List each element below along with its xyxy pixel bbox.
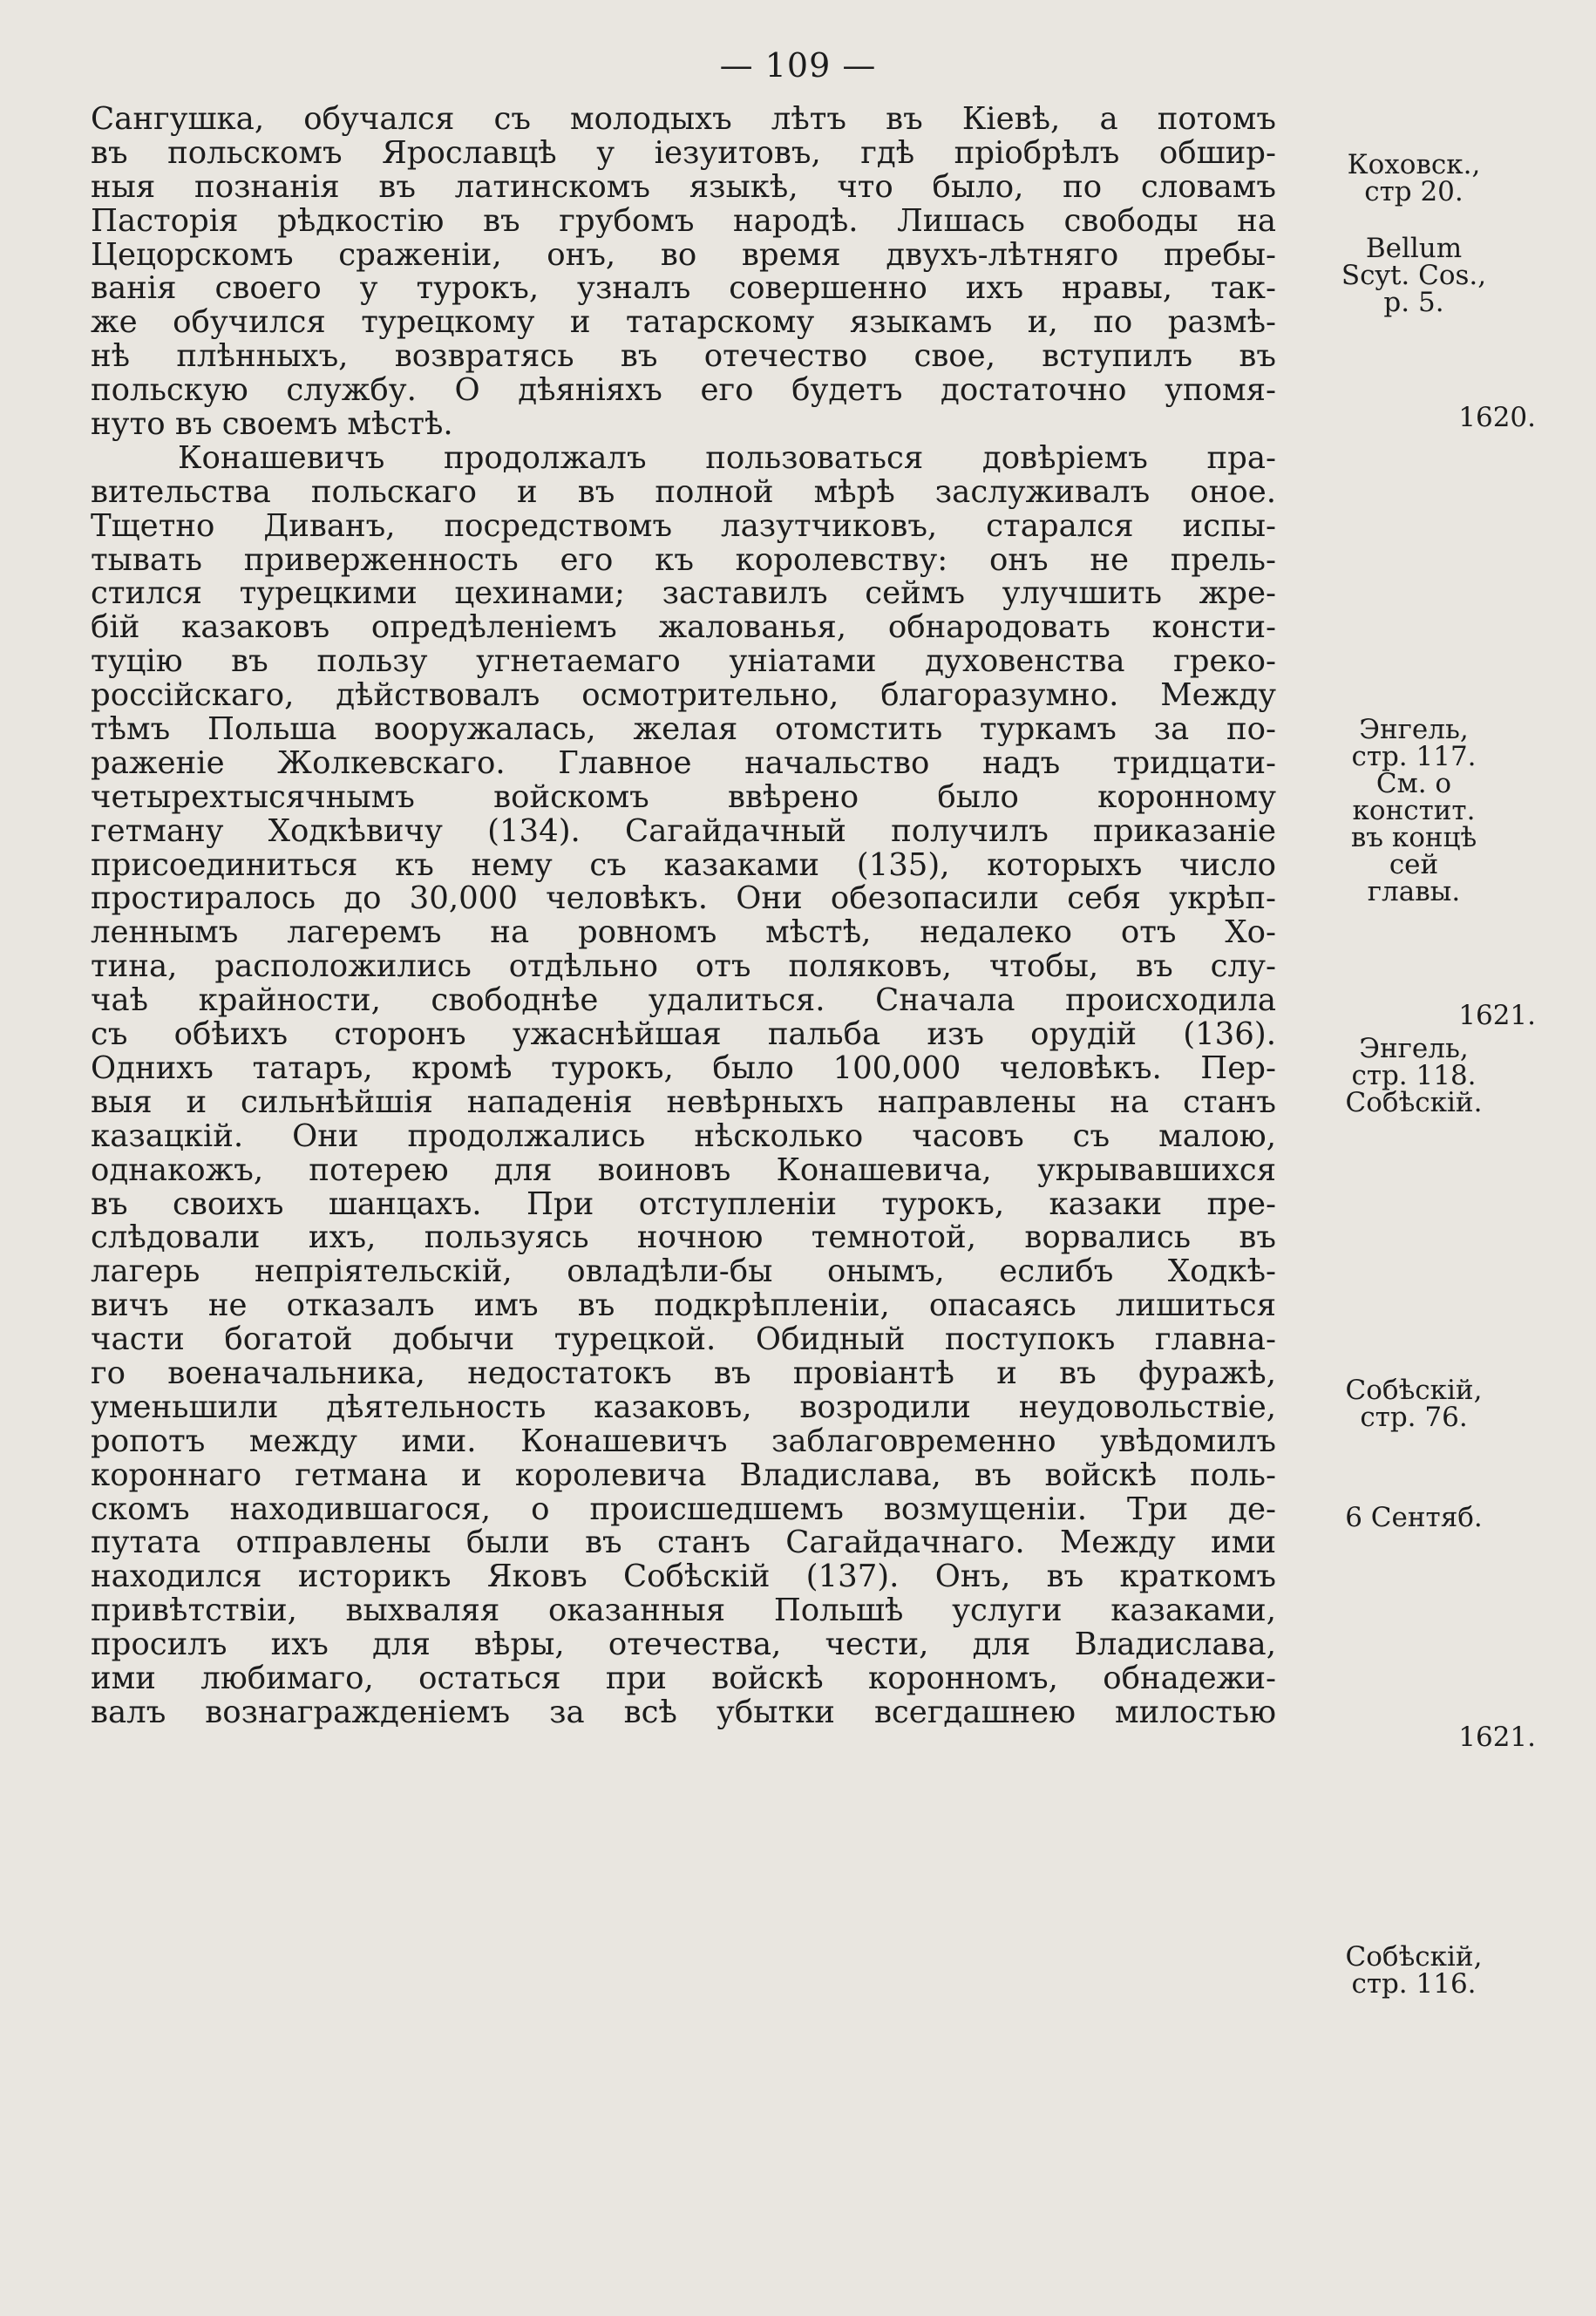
text-line: скомъ находившагося, о происшедшемъ возмущеніи. Три де- (91, 1492, 1276, 1527)
margin-note-line: Энгель, (1359, 1033, 1469, 1064)
margin-note-line: стр 20. (1364, 176, 1464, 207)
margin-note (1283, 714, 1545, 907)
text-line: ванія своего у турокъ, узналъ совершенно ихъ нравы, так- (91, 272, 1276, 307)
margin-note-line: См. о (1375, 768, 1452, 799)
margin-note-line: въ концѣ (1350, 822, 1477, 853)
margin-note-line: сей (1389, 849, 1439, 880)
margin-note-line: стр. 116. (1351, 1968, 1477, 2000)
margin-note (1283, 1002, 1536, 1029)
text-line: четырехтысячнымъ войскомъ ввѣрено было коронному (91, 780, 1276, 815)
text-line: тина, расположились отдѣльно отъ поляковъ, чтобы, въ слу- (91, 950, 1276, 985)
text-line: Однихъ татаръ, кромѣ турокъ, было 100,000 человѣкъ. Пер- (91, 1051, 1276, 1086)
text-line: выя и сильнѣйшія нападенія невѣрныхъ направлены на станъ (91, 1085, 1276, 1120)
text-line: вительства польскаго и въ полной мѣрѣ заслуживалъ оное. (91, 475, 1276, 510)
margin-note-line: Собѣскій, (1345, 1375, 1483, 1406)
text-line: леннымъ лагеремъ на ровномъ мѣстѣ, недалеко отъ Хо- (91, 916, 1276, 951)
margin-note-line: Scyt. Cos., (1341, 260, 1487, 291)
text-line: въ своихъ шанцахъ. При отступленіи турокъ, казаки пре- (91, 1187, 1276, 1222)
margin-note-line: 6 Сентяб. (1345, 1502, 1483, 1533)
margin-note-line: констит. (1352, 795, 1476, 826)
text-line: польскую службу. О дѣяніяхъ его будетъ достаточно упомя- (91, 374, 1276, 409)
text-line: Сангушка, обучался съ молодыхъ лѣтъ въ Кіевѣ, а потомъ (91, 103, 1276, 137)
text-line: Цецорскомъ сраженіи, онъ, во время двухъ-лѣтняго пребы- (91, 238, 1276, 273)
text-line: слѣдовали ихъ, пользуясь ночною темнотой, ворвались въ (91, 1221, 1276, 1256)
text-line: чаѣ крайности, свободнѣе удалиться. Сначала происходила (91, 984, 1276, 1019)
margin-note-line: 1620. (1458, 402, 1536, 433)
margin-note-line: стр. 76. (1360, 1402, 1468, 1433)
text-line: туцію въ пользу угнетаемаго уніатами духовенства греко- (91, 645, 1276, 680)
margin-note-line: 1621. (1458, 1722, 1536, 1753)
text-line: тывать приверженность его къ королевству: онъ не прель- (91, 543, 1276, 578)
text-line: гетману Ходкѣвичу (134). Сагайдачный получилъ приказаніе (91, 814, 1276, 849)
margin-note-line: стр. 118. (1351, 1060, 1477, 1091)
text-line: ныя познанія въ латинскомъ языкѣ, что было, по словамъ (91, 170, 1276, 205)
text-line: лагерь непріятельскій, овладѣли-бы онымъ, еслибъ Ходкѣ- (91, 1255, 1276, 1290)
main-text (91, 103, 1276, 1730)
margin-note (1283, 404, 1536, 431)
page-number: — 109 — (719, 46, 877, 85)
text-line: присоединиться къ нему съ казаками (135), которыхъ число (91, 848, 1276, 883)
text-line: короннаго гетмана и королевича Владислава, въ войскѣ поль- (91, 1458, 1276, 1493)
text-line: же обучился турецкому и татарскому языкамъ и, по размѣ- (91, 306, 1276, 341)
text-line: путата отправлены были въ станъ Сагайдачнаго. Между ими (91, 1526, 1276, 1561)
margin-note (1283, 1377, 1545, 1431)
text-line: нѣ плѣнныхъ, возвратясь въ отечество свое, вступилъ въ (91, 340, 1276, 375)
text-line: съ обѣихъ сторонъ ужаснѣйшая пальба изъ орудій (136). (91, 1018, 1276, 1052)
margin-note-line: 1621. (1458, 1000, 1536, 1031)
margin-note-line: Собѣскій. (1345, 1087, 1483, 1118)
margin-note (1283, 1724, 1536, 1751)
margin-note (1283, 1504, 1545, 1532)
text-line: валъ вознагражденіемъ за всѣ убытки всегдашнею милостью (91, 1695, 1276, 1730)
margin-note-line: Собѣскій, (1345, 1941, 1483, 1973)
margin-note (1283, 235, 1545, 316)
margin-note (1283, 149, 1545, 207)
margin-note (1283, 1033, 1545, 1118)
text-line: ропотъ между ими. Конашевичъ заблаговременно увѣдомилъ (91, 1424, 1276, 1459)
text-line: находился историкъ Яковъ Собѣскій (137). Онъ, въ краткомъ (91, 1560, 1276, 1595)
text-line: россійскаго, дѣйствовалъ осмотрительно, благоразумно. Между (91, 679, 1276, 714)
text-line: стился турецкими цехинами; заставилъ сеймъ улучшить жре- (91, 577, 1276, 612)
margin-note-line: p. 5. (1383, 287, 1444, 318)
margin-note-line: Энгель, (1359, 714, 1469, 745)
text-line: казацкій. Они продолжались нѣсколько часовъ съ малою, (91, 1119, 1276, 1154)
text-line: части богатой добычи турецкой. Обидный поступокъ главна- (91, 1323, 1276, 1357)
text-line: привѣтствіи, выхваляя оказанныя Польшѣ услуги казаками, (91, 1594, 1276, 1629)
text-line: бій казаковъ опредѣленіемъ жалованья, обнародовать консти- (91, 611, 1276, 646)
text-line: нуто въ своемъ мѣстѣ. (91, 408, 453, 442)
margin-note-line: Коховск., (1347, 149, 1481, 180)
text-line: раженіе Жолкевскаго. Главное начальство надъ тридцати- (91, 746, 1276, 781)
text-line: Пасторія рѣдкостію въ грубомъ народѣ. Лишась свободы на (91, 204, 1276, 239)
margin-note-line: главы. (1367, 876, 1461, 907)
text-line: уменьшили дѣятельность казаковъ, возродили неудовольствіе, (91, 1390, 1276, 1425)
margin-note-line: Bellum (1365, 233, 1463, 264)
text-line: въ польскомъ Ярославцѣ у іезуитовъ, гдѣ пріобрѣлъ обшир- (91, 136, 1276, 171)
margin-note-line: стр. 117. (1351, 741, 1477, 772)
margin-note (1283, 1941, 1545, 2000)
text-line: однакожъ, потерею для воиновъ Конашевича, укрывавшихся (91, 1153, 1276, 1188)
text-line: просилъ ихъ для вѣры, отечества, чести, для Владислава, (91, 1628, 1276, 1662)
text-line: вичъ не отказалъ имъ въ подкрѣпленіи, опасаясь лишиться (91, 1289, 1276, 1324)
text-line: ими любимаго, остаться при войскѣ коронномъ, обнадежи- (91, 1661, 1276, 1696)
text-line: тѣмъ Польша вооружалась, желая отомстить туркамъ за по- (91, 713, 1276, 747)
text-line: го военачальника, недостатокъ въ провіантѣ и въ фуражѣ, (91, 1356, 1276, 1391)
paragraph-first-line: Конашевичъ продолжалъ пользоваться довѣріемъ пра- (178, 441, 1276, 476)
text-line: простиралось до 30,000 человѣкъ. Они обезопасили себя укрѣп- (91, 882, 1276, 917)
text-line: Тщетно Диванъ, посредствомъ лазутчиковъ, старался испы- (91, 509, 1276, 544)
